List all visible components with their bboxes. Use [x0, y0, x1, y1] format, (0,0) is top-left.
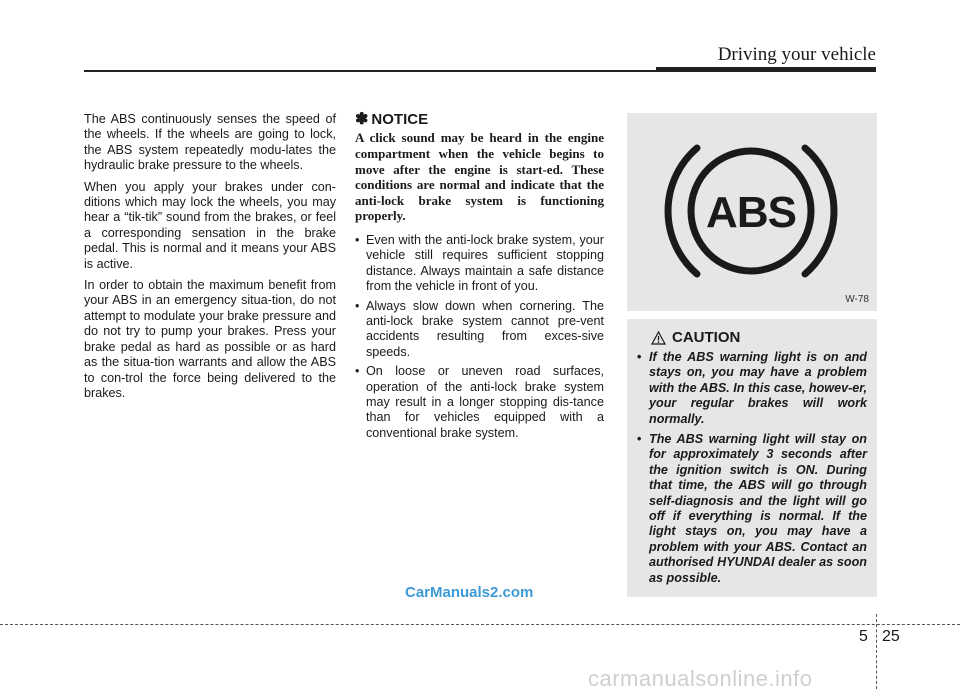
notice-star-icon: ✽: [355, 111, 369, 128]
abs-warning-figure: [627, 113, 877, 311]
notice-body: A click sound may be heard in the engine compartment when the vehicle begins to move after the engine is start-ed. These conditions are normal and indicate that the anti-lock brake system is functioning properly.: [355, 130, 604, 224]
abs-warning-icon: [627, 113, 877, 311]
list-item: • Always slow down when cornering. The anti-lock brake system cannot pre-vent accidents resulting from exces-sive speeds.: [355, 299, 604, 361]
notice-heading: [355, 112, 604, 127]
notice-section: [355, 112, 604, 445]
header-rule-accent: [656, 67, 876, 72]
page-number: 25: [882, 628, 900, 645]
caution-heading: [651, 329, 867, 346]
list-item: • The ABS warning light will stay on for approximately 3 seconds after the ignition switch is ON. During that time, the ABS will go through self-diagnosis and the light will go off if everything is normal. If the light stays on, you may have a problem with your ABS. Contact an authorised HYUNDAI dealer as soon as possible.: [637, 432, 867, 586]
header-rule: [84, 70, 656, 72]
warning-triangle-icon: [651, 331, 666, 345]
footer-divider: [876, 614, 877, 689]
site-watermark: carmanualsonline.info: [588, 666, 813, 691]
abs-symbol-text: ABS: [706, 188, 796, 237]
caution-list: [637, 350, 867, 586]
chapter-number: 5: [859, 628, 868, 645]
figure-code: W-78: [845, 294, 869, 305]
caution-title: CAUTION: [672, 329, 741, 346]
footer-rule: [0, 624, 960, 625]
paragraph: The ABS continuously senses the speed of the wheels. If the wheels are going to lock, the ABS system repeatedly modu-lates the hydraulic brake pressure to the wheels.: [84, 112, 336, 173]
paragraph: When you apply your brakes under con-ditions which may lock the wheels, you may hear a “tik-tik” sound from the brakes, or feel a corresponding sensation in the brake pedal. This is normal and it means your ABS is active.: [84, 179, 336, 271]
notice-list: [355, 233, 604, 441]
list-item: • Even with the anti-lock brake system, your vehicle still requires sufficient stopping distance. Always maintain a safe distance from the vehicle in front of you.: [355, 233, 604, 295]
list-item: • On loose or uneven road surfaces, operation of the anti-lock brake system may result in a longer stopping dis-tance than for vehicles equipped with a conventional brake system.: [355, 364, 604, 441]
left-column: [84, 112, 336, 407]
notice-title: NOTICE: [371, 111, 429, 128]
list-item: • If the ABS warning light is on and stays on, you may have a problem with the ABS. In this case, howev-er, your regular brakes will work normally.: [637, 350, 867, 427]
watermark-link[interactable]: CarManuals2.com: [405, 584, 534, 601]
caution-box: [627, 319, 877, 597]
section-title: Driving your vehicle: [717, 44, 876, 65]
paragraph: In order to obtain the maximum benefit from your ABS in an emergency situa-tion, do not attempt to modulate your brake pressure and do not try to pump your brakes. Press your brake pedal as hard as possible or as hard as the situa-tion warrants and allow the ABS to con-trol the force being delivered to the brakes.: [84, 278, 336, 400]
